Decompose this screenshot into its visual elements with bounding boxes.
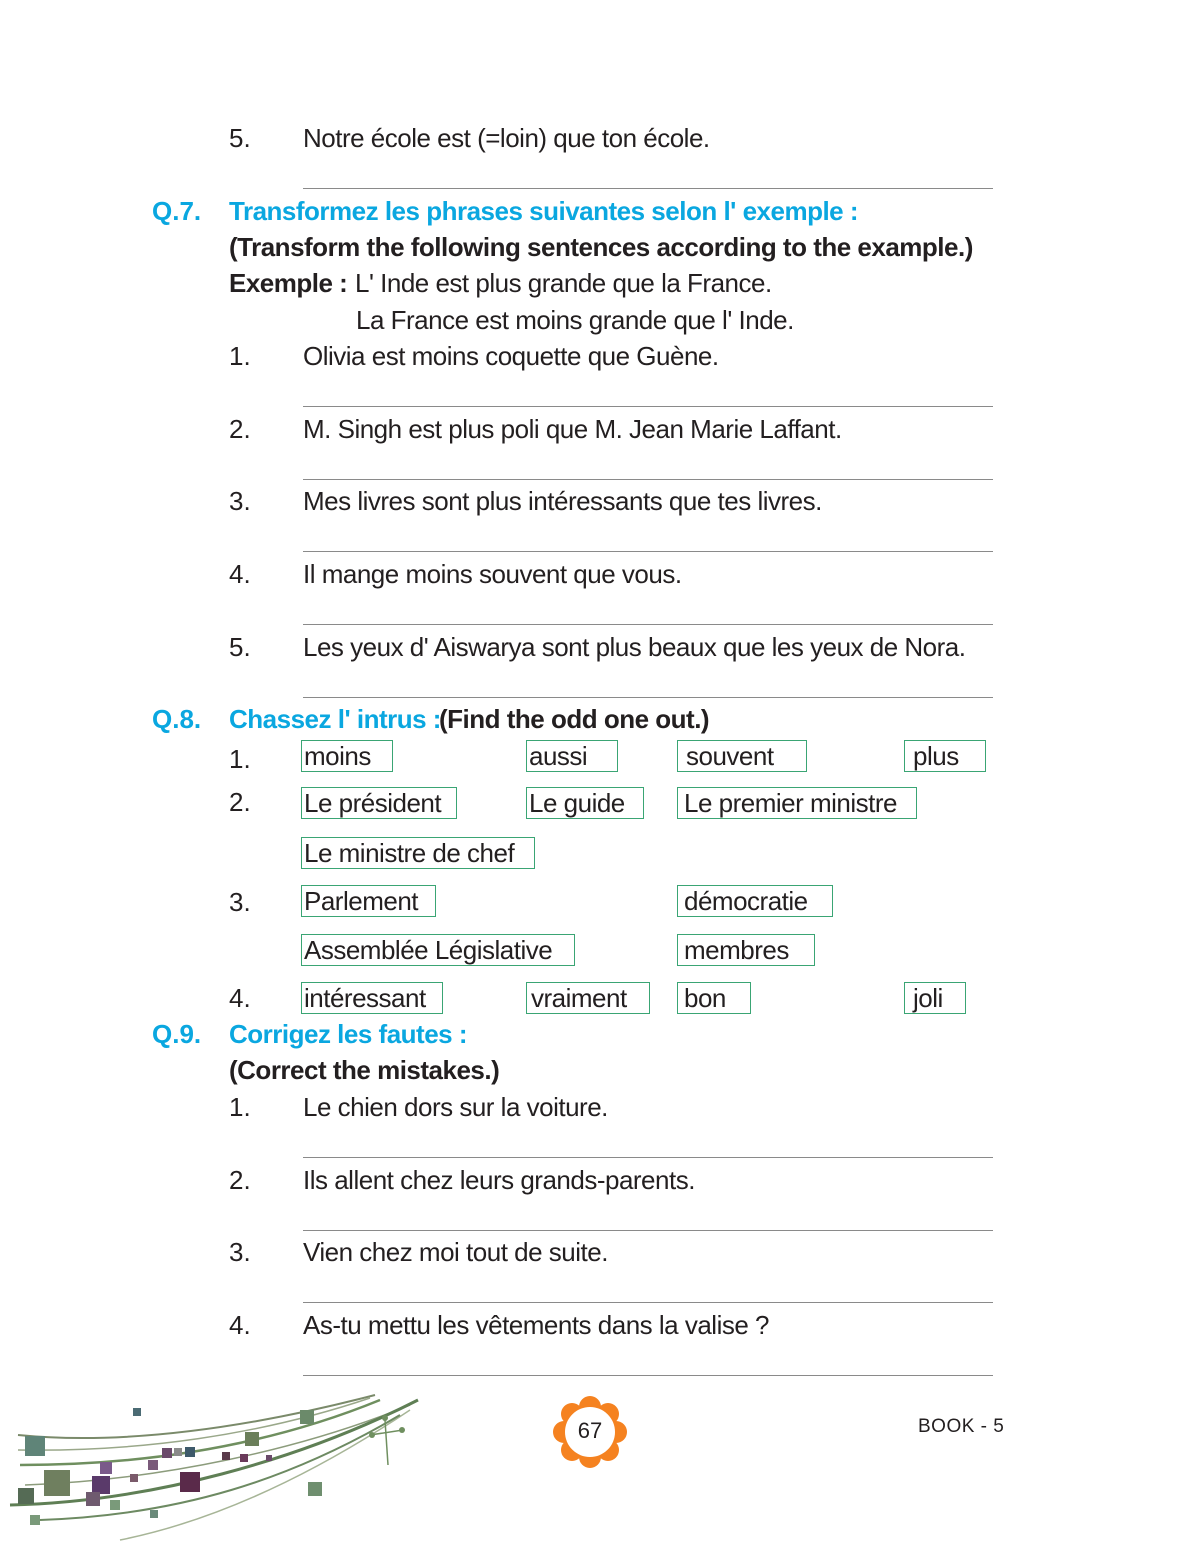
word-box: membres xyxy=(677,934,815,966)
q8-translation: (Find the odd one out.) xyxy=(439,704,710,734)
q9-item-number: 1. xyxy=(229,1092,251,1122)
answer-line xyxy=(303,1157,993,1158)
q7-example-label: Exemple : xyxy=(229,268,348,298)
q9-item-text: Ils allent chez leurs grands-parents. xyxy=(303,1165,695,1195)
q7-item-number: 2. xyxy=(229,414,251,444)
q7-item-text: Olivia est moins coquette que Guène. xyxy=(303,341,719,371)
q9-title: Corrigez les fautes : xyxy=(229,1019,468,1049)
q8-row-number: 4. xyxy=(229,983,251,1013)
word-box: joli xyxy=(904,982,966,1014)
word-box: intéressant xyxy=(301,982,443,1014)
word-box: Assemblée Législative xyxy=(301,934,575,966)
answer-line xyxy=(303,1302,993,1303)
q9-item-text: Vien chez moi tout de suite. xyxy=(303,1237,608,1267)
q7-translation: (Transform the following sentences according to the example.) xyxy=(229,232,973,262)
q8-row-number: 3. xyxy=(229,887,251,917)
answer-line xyxy=(303,188,993,189)
q7-item-number: 4. xyxy=(229,559,251,589)
answer-line xyxy=(303,624,993,625)
word-box: Le président xyxy=(301,787,457,819)
q7-item-number: 1. xyxy=(229,341,251,371)
word-box: moins xyxy=(301,740,393,772)
answer-line xyxy=(303,1230,993,1231)
q7-item-text: M. Singh est plus poli que M. Jean Marie Laffant. xyxy=(303,414,842,444)
q7-item-text: Mes livres sont plus intéressants que tes livres. xyxy=(303,486,822,516)
footer-decoration xyxy=(0,1390,430,1550)
word-box: démocratie xyxy=(677,885,833,917)
word-box: vraiment xyxy=(526,982,650,1014)
word-box: Parlement xyxy=(301,885,436,917)
answer-line xyxy=(303,1375,993,1376)
q8-row-number: 1. xyxy=(229,744,251,774)
q9-item-text: As-tu mettu les vêtements dans la valise ? xyxy=(303,1310,770,1340)
answer-line xyxy=(303,551,993,552)
word-box: souvent xyxy=(677,740,807,772)
word-box: Le guide xyxy=(526,787,644,819)
book-label: BOOK - 5 xyxy=(918,1416,1005,1437)
q9-item-text: Le chien dors sur la voiture. xyxy=(303,1092,608,1122)
q7-item-number: 5. xyxy=(229,632,251,662)
word-box: bon xyxy=(677,982,751,1014)
word-box: Le premier ministre xyxy=(677,787,917,819)
q9-item-number: 2. xyxy=(229,1165,251,1195)
prev-item-number: 5. xyxy=(229,123,251,153)
q9-translation: (Correct the mistakes.) xyxy=(229,1055,500,1085)
q8-title: Chassez l' intrus : xyxy=(229,704,441,734)
word-box: aussi xyxy=(526,740,618,772)
q7-item-text: Les yeux d' Aiswarya sont plus beaux que les yeux de Nora. xyxy=(303,632,966,662)
q7-label: Q.7. xyxy=(152,196,202,226)
answer-line xyxy=(303,406,993,407)
word-box: plus xyxy=(904,740,986,772)
answer-line xyxy=(303,479,993,480)
q7-example-line1: L' Inde est plus grande que la France. xyxy=(355,268,772,298)
q7-example-line2: La France est moins grande que l' Inde. xyxy=(356,305,794,335)
answer-line xyxy=(303,697,993,698)
q7-item-text: Il mange moins souvent que vous. xyxy=(303,559,682,589)
q7-item-number: 3. xyxy=(229,486,251,516)
page-number: 67 xyxy=(577,1418,603,1443)
q9-item-number: 3. xyxy=(229,1237,251,1267)
q7-title: Transformez les phrases suivantes selon l' exemple : xyxy=(229,196,859,226)
q9-label: Q.9. xyxy=(152,1019,202,1049)
q8-row-number: 2. xyxy=(229,787,251,817)
prev-item-text: Notre école est (=loin) que ton école. xyxy=(303,123,710,153)
word-box: Le ministre de chef xyxy=(301,837,535,869)
q8-label: Q.8. xyxy=(152,704,202,734)
q9-item-number: 4. xyxy=(229,1310,251,1340)
